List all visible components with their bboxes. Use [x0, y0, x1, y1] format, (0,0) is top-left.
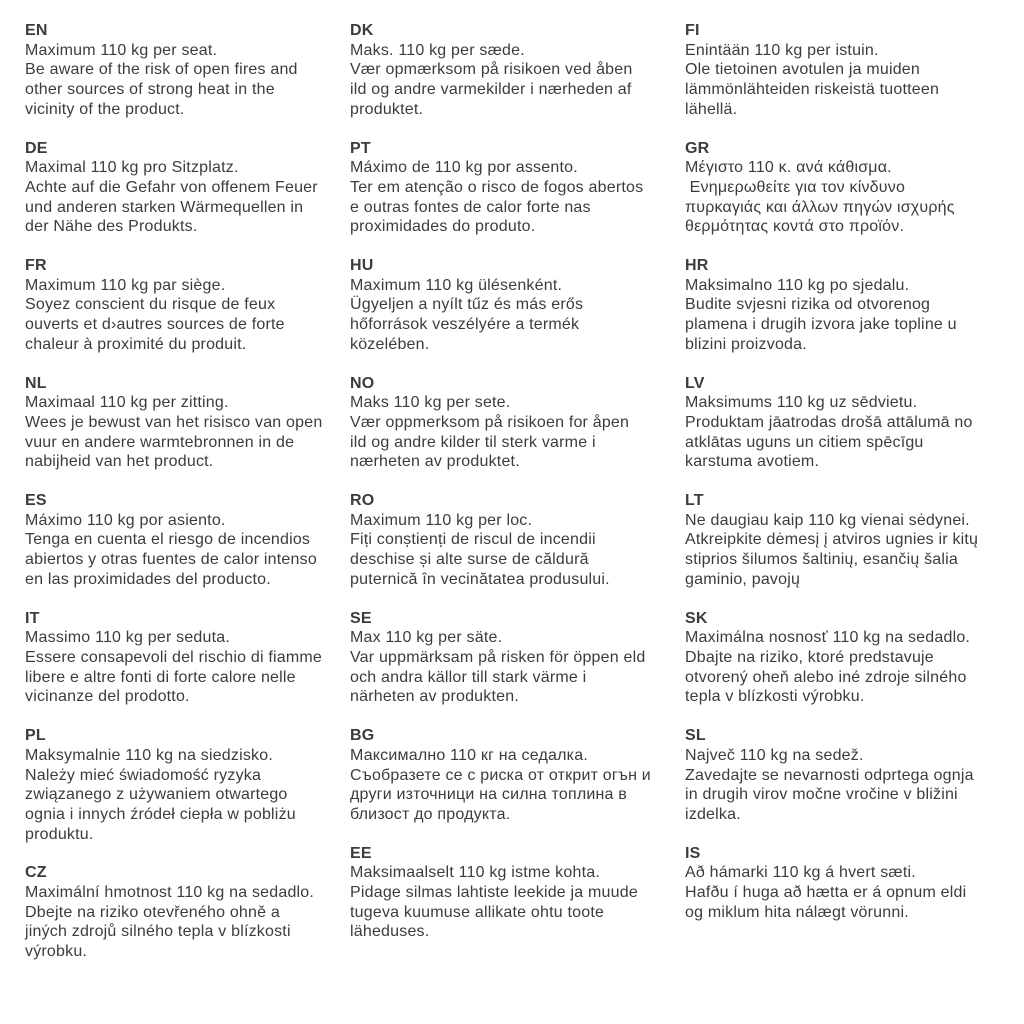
language-code-heading: LV: [685, 374, 705, 392]
instruction-text: [25, 276, 350, 355]
instruction-line: Maksimalno 110 kg po sjedalu.: [685, 276, 910, 294]
language-code-heading: RO: [350, 492, 375, 510]
instruction-line: Maks. 110 kg per sæde.: [350, 41, 525, 59]
instruction-line: Atkreipkite dėmesį į atviros ugnies ir kitų: [685, 531, 979, 549]
language-code-heading: IT: [25, 609, 40, 627]
instruction-line: Ügyeljen a nyílt tűz és más erős: [350, 296, 584, 314]
language-block: [350, 21, 685, 120]
instruction-line: libere e altre fonti di forte calore nelle: [25, 668, 296, 686]
language-code-heading: DK: [350, 22, 374, 39]
language-block: [350, 726, 685, 825]
instruction-line: Máximo de 110 kg por assento.: [350, 159, 578, 177]
instruction-line: Maximum 110 kg per loc.: [350, 511, 533, 529]
instruction-line: Maks 110 kg per sete.: [350, 394, 511, 412]
instruction-line: Vær oppmerksom på risikoen for åpen: [350, 413, 630, 431]
instruction-line: близост до продукта.: [350, 805, 511, 823]
instruction-line: Var uppmärksam på risken för öppen eld: [350, 648, 646, 666]
instruction-line: Enintään 110 kg per istuin.: [685, 41, 879, 59]
instruction-text: [685, 511, 999, 590]
instruction-text: [685, 158, 999, 237]
instruction-line: vicinanze del prodotto.: [25, 688, 190, 706]
language-code-heading: FR: [25, 257, 47, 275]
language-block: [685, 256, 999, 355]
instruction-line: lähellä.: [685, 100, 738, 118]
language-block: [350, 374, 685, 473]
instruction-text: [25, 158, 350, 237]
instruction-line: Max 110 kg per säte.: [350, 629, 503, 647]
instruction-line: läheduses.: [350, 923, 430, 941]
language-code-heading: HR: [685, 257, 709, 275]
instruction-line: nærheten av produktet.: [350, 453, 520, 471]
instruction-line: Maximaal 110 kg per zitting.: [25, 394, 229, 412]
instruction-text: [25, 41, 350, 120]
instruction-line: produktu.: [25, 825, 94, 843]
instruction-line: puternică în vecinătatea produsului.: [350, 570, 610, 588]
instruction-line: Hafðu í huga að hætta er á opnum eldi: [685, 884, 967, 902]
instruction-text: [350, 628, 685, 707]
language-code-heading: PT: [350, 139, 371, 157]
column-3: [685, 21, 999, 981]
instruction-line: Ne daugiau kaip 110 kg vienai sėdynei.: [685, 511, 970, 529]
language-code-heading: FI: [685, 22, 700, 39]
instruction-line: plamena i drugih izvora jake topline u: [685, 316, 957, 334]
column-1: [25, 21, 350, 981]
instruction-line: Produktam jāatrodas drošā attālumā no: [685, 413, 973, 431]
instruction-line: Að hámarki 110 kg á hvert sæti.: [685, 864, 916, 882]
language-block: [685, 374, 999, 473]
language-block: [685, 491, 999, 590]
language-block: [25, 139, 350, 238]
language-block: [685, 609, 999, 708]
instruction-line: Dbejte na riziko otevřeného ohně a: [25, 903, 280, 921]
instruction-line: Zavedajte se nevarnosti odprtega ognja: [685, 766, 974, 784]
instruction-line: jiných zdrojů silného tepla v blízkosti: [25, 923, 291, 941]
instruction-text: [685, 41, 999, 120]
instruction-line: tugeva kuumuse allikate ohtu toote: [350, 903, 605, 921]
instruction-line: Съобразете се с риска от открит огън и: [350, 766, 651, 784]
instruction-line: en las proximidades del producto.: [25, 570, 271, 588]
instruction-line: stiprios šilumos šaltinių, esančių šalia: [685, 551, 958, 569]
instruction-line: közelében.: [350, 335, 430, 353]
instruction-line: in drugih virov močne vročine v bližini: [685, 786, 958, 804]
instruction-line: Maximální hmotnost 110 kg na sedadlo.: [25, 884, 315, 902]
language-block: [25, 491, 350, 590]
language-block: [25, 863, 350, 962]
instruction-text: [350, 746, 685, 825]
instruction-line: och andra källor till stark värme i: [350, 668, 587, 686]
language-block: [350, 609, 685, 708]
instruction-line: karstuma avotiem.: [685, 453, 820, 471]
instruction-line: πυρκαγιάς και άλλων πηγών ισχυρής: [685, 198, 955, 216]
instruction-text: [685, 628, 999, 707]
instruction-line: Tenga en cuenta el riesgo de incendios: [25, 531, 311, 549]
instruction-line: ild og andre kilder til sterk varme i: [350, 433, 596, 451]
instruction-line: der Nähe des Produkts.: [25, 218, 198, 236]
instruction-line: otvorený oheň alebo iné zdroje silného: [685, 668, 967, 686]
instruction-line: ognia i innych źródeł ciepła w pobliżu: [25, 805, 296, 823]
language-block: [685, 844, 999, 923]
language-code-heading: CZ: [25, 864, 47, 882]
instruction-text: [25, 511, 350, 590]
instruction-line: Maximum 110 kg par siège.: [25, 276, 226, 294]
language-code-heading: NL: [25, 374, 47, 392]
instruction-line: други източници на силна топлина в: [350, 786, 627, 804]
instruction-text: [685, 393, 999, 472]
language-code-heading: GR: [685, 139, 710, 157]
language-code-heading: BG: [350, 727, 375, 745]
instruction-line: Massimo 110 kg per seduta.: [25, 629, 231, 647]
instruction-line: związanego z używaniem otwartego: [25, 786, 288, 804]
instruction-line: og miklum hita nálægt vörunni.: [685, 903, 909, 921]
language-code-heading: NO: [350, 374, 375, 392]
instruction-line: Máximo 110 kg por asiento.: [25, 511, 226, 529]
column-2: [350, 21, 685, 981]
instruction-line: Budite svjesni rizika od otvorenog: [685, 296, 931, 314]
instruction-line: lämmönlähteiden riskeistä tuotteen: [685, 81, 940, 99]
language-code-heading: EN: [25, 22, 48, 39]
instruction-text: [350, 393, 685, 472]
language-block: [685, 21, 999, 120]
instruction-text: [25, 393, 350, 472]
instruction-text: [350, 511, 685, 590]
instruction-line: blizini proizvoda.: [685, 335, 807, 353]
instruction-line: deschise și alte surse de căldură: [350, 551, 589, 569]
language-block: [25, 726, 350, 844]
language-code-heading: IS: [685, 844, 701, 862]
instruction-line: chaleur à proximité du produit.: [25, 335, 247, 353]
instruction-line: Μέγιστο 110 κ. ανά κάθισμα.: [685, 159, 892, 177]
instruction-line: other sources of strong heat in the: [25, 81, 275, 99]
instruction-line: Essere consapevoli del rischio di fiamme: [25, 648, 323, 666]
language-block: [25, 609, 350, 708]
instruction-line: Maksymalnie 110 kg na siedzisko.: [25, 746, 273, 764]
language-block: [685, 726, 999, 825]
instruction-text: [350, 41, 685, 120]
instruction-line: ouverts et d›autres sources de forte: [25, 316, 285, 334]
instruction-line: Maksimums 110 kg uz sēdvietu.: [685, 394, 918, 412]
instruction-text: [350, 276, 685, 355]
language-block: [25, 21, 350, 120]
instruction-line: Należy mieć świadomość ryzyka: [25, 766, 262, 784]
language-code-heading: ES: [25, 492, 47, 510]
language-code-heading: SL: [685, 727, 706, 745]
instruction-line: Maksimaalselt 110 kg istme kohta.: [350, 864, 600, 882]
language-block: [25, 256, 350, 355]
instruction-line: vuur en andere warmtebronnen in de: [25, 433, 295, 451]
language-block: [350, 256, 685, 355]
instruction-text: [685, 746, 999, 825]
instruction-line: abiertos y otras fuentes de calor intenso: [25, 551, 317, 569]
language-code-heading: EE: [350, 844, 372, 862]
instruction-line: Maximálna nosnosť 110 kg na sedadlo.: [685, 629, 971, 647]
language-block: [350, 491, 685, 590]
instruction-text: [685, 863, 999, 922]
instruction-line: Dbajte na riziko, ktoré predstavuje: [685, 648, 934, 666]
instruction-line: θερμότητας κοντά στο προϊόν.: [685, 218, 905, 236]
instruction-line: und anderen starken Wärmequellen in: [25, 198, 304, 216]
instruction-line: Največ 110 kg na sedež.: [685, 746, 864, 764]
language-code-heading: SK: [685, 609, 708, 627]
instruction-text: [25, 883, 350, 962]
instruction-line: produktet.: [350, 100, 424, 118]
instruction-line: Максимално 110 кг на седалка.: [350, 746, 588, 764]
instruction-line: výrobku.: [25, 943, 88, 961]
instruction-line: proximidades do produto.: [350, 218, 536, 236]
instruction-line: vicinity of the product.: [25, 100, 185, 118]
instruction-line: Ole tietoinen avotulen ja muiden: [685, 61, 920, 79]
language-block: [685, 139, 999, 238]
language-code-heading: PL: [25, 727, 46, 745]
instruction-line: Ενημερωθείτε για τον κίνδυνο: [685, 178, 906, 196]
instruction-line: nabijheid van het product.: [25, 453, 214, 471]
instruction-line: Maximal 110 kg pro Sitzplatz.: [25, 159, 239, 177]
language-block: [350, 139, 685, 238]
instruction-line: närheten av produkten.: [350, 688, 519, 706]
instruction-line: Fiți conștienți de riscul de incendii: [350, 531, 596, 549]
language-code-heading: LT: [685, 492, 704, 510]
instruction-line: Vær opmærksom på risikoen ved åben: [350, 61, 633, 79]
instruction-line: Be aware of the risk of open fires and: [25, 61, 298, 79]
language-block: [25, 374, 350, 473]
instruction-line: Maximum 110 kg per seat.: [25, 41, 218, 59]
instruction-line: Maximum 110 kg ülésenként.: [350, 276, 563, 294]
instruction-line: Ter em atenção o risco de fogos abertos: [350, 178, 644, 196]
instruction-text: [25, 746, 350, 845]
instruction-line: Wees je bewust van het risisco van open: [25, 413, 323, 431]
instruction-line: Pidage silmas lahtiste leekide ja muude: [350, 884, 638, 902]
instruction-text: [25, 628, 350, 707]
language-code-heading: HU: [350, 257, 374, 275]
instruction-line: izdelka.: [685, 805, 741, 823]
instruction-text: [685, 276, 999, 355]
instruction-text: [350, 158, 685, 237]
instruction-line: tepla v blízkosti výrobku.: [685, 688, 865, 706]
instruction-line: atklātas uguns un citiem spēcīgu: [685, 433, 924, 451]
language-block: [350, 844, 685, 943]
instruction-line: e outras fontes de calor forte nas: [350, 198, 591, 216]
instruction-text: [350, 863, 685, 942]
instruction-line: Soyez conscient du risque de feux: [25, 296, 276, 314]
instruction-line: ild og andre varmekilder i nærheden af: [350, 81, 632, 99]
instruction-line: hőforrások veszélyére a termék: [350, 316, 580, 334]
instruction-line: gaminio, pavojų: [685, 570, 801, 588]
language-code-heading: SE: [350, 609, 372, 627]
language-code-heading: DE: [25, 139, 48, 157]
instruction-line: Achte auf die Gefahr von offenem Feuer: [25, 178, 318, 196]
